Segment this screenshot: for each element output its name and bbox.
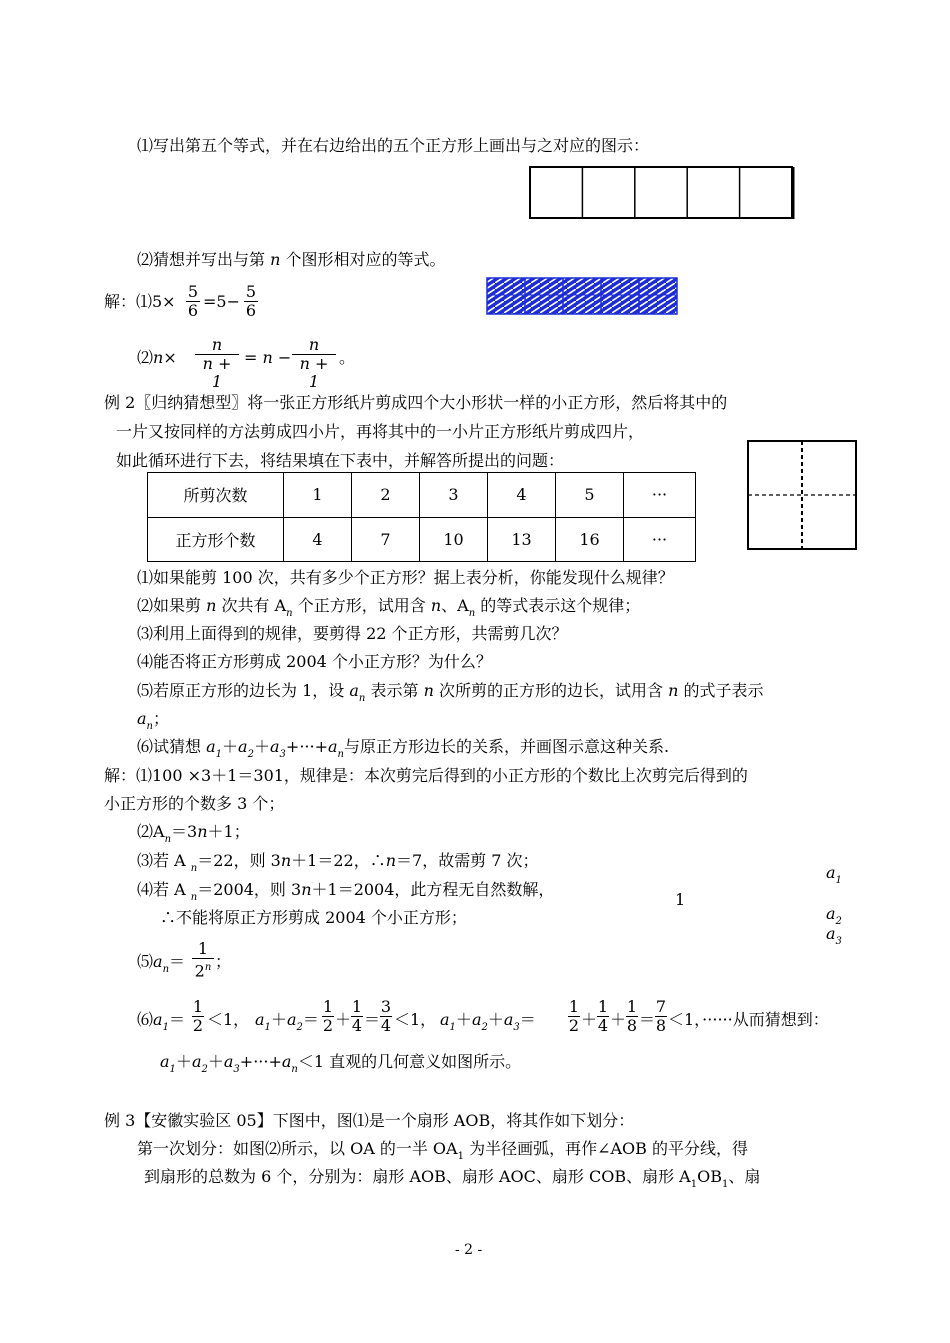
table-cell: ··· (624, 517, 696, 562)
example-2-solution-2: $⑵A_n=3n+1$； (137, 822, 250, 845)
fraction-h2: $\frac{1}{4}$ (351, 997, 363, 1035)
table-cell: 4 (488, 473, 556, 518)
figure-label-a1: $a_1$ (826, 863, 842, 886)
example-2-q5: ⑸若原正方形的边长为 1，设 $a_n$ 表示第 n 次所剪的正方形的边长，试用含 n 的式子表示 (137, 681, 764, 704)
table-cell: 5 (556, 473, 624, 518)
solution-2: ⑵n× (137, 348, 177, 367)
fraction-5-6-b: $\frac{5}{6}$ (245, 282, 257, 320)
example-2-q4: ⑷能否将正方形剪成 2004 个小正方形？为什么？ (137, 652, 492, 671)
example-2-solution-1b: 小正方形的个数多 3 个； (104, 794, 285, 813)
fraction-h5: $\frac{7}{8}$ (655, 997, 667, 1035)
example-2-q1: ⑴如果能剪 100 次，共有多少个正方形？据上表分析，你能发现什么规律？ (137, 568, 674, 587)
figure-label-a2: $a_2$ (826, 904, 842, 927)
plus-sign-2: ＋ (581, 1010, 598, 1029)
fraction-n-over-n-plus-1-b: $\frac{n}{n + 1}$ (292, 336, 336, 391)
fraction-h3: $\frac{3}{4}$ (380, 997, 392, 1035)
example-2-solution-6-part-2: $a_1+a_2=$ (255, 1010, 319, 1033)
example-2-solution-1: 解：⑴100 ×3＋1＝301，规律是：本次剪完后得到的小正方形的个数比上次剪完后得到的 (104, 766, 748, 785)
equals-sign: ＝ (364, 1010, 381, 1029)
table-row (148, 517, 696, 562)
example-2-q3: ⑶利用上面得到的规律，要剪得 22 个正方形，共需剪几次？ (137, 624, 568, 643)
example-2-line-3: 如此循环进行下去，将结果填在下表中，并解答所提出的问题： (116, 451, 565, 470)
example-2-solution-6-tail: ＜1，······从而猜想到： (668, 1010, 829, 1029)
table-cell: 13 (488, 517, 556, 562)
table-cell: 正方形个数 (148, 517, 284, 562)
example-2-q2: ⑵如果剪 n 次共有 $A_n$ 个正方形，试用含 n、$A_n$ 的等式表示这个规律； (137, 596, 641, 619)
fraction-h2b: $\frac{1}{4}$ (597, 997, 609, 1035)
plus-sign: ＋ (335, 1010, 352, 1029)
fraction-h1b: $\frac{1}{2}$ (322, 997, 334, 1035)
table-cell: 4 (284, 517, 352, 562)
table-cell: 3 (420, 473, 488, 518)
example-2-solution-7: $a_1+a_2+a_3+\cdot\cdot\cdot+a_n<1$ 直观的几何意义如图所示。 (160, 1052, 522, 1075)
example-2-solution-4b: ∴不能将原正方形剪成 2004 个小正方形； (160, 908, 467, 927)
page-number: - 2 - (455, 1242, 483, 1258)
table-cell: ··· (624, 473, 696, 518)
example-2-line-2: 一片又按同样的方法剪成四小片，再将其中的一小片正方形纸片剪成四片， (116, 422, 645, 441)
example-2-q5-cont: $a_n$； (137, 709, 170, 732)
five-squares-figure (529, 166, 795, 220)
example-2-solution-6-lt-2: ＜1， (394, 1010, 437, 1029)
plus-sign-3: ＋ (610, 1010, 627, 1029)
table-cell: 7 (352, 517, 420, 562)
table-cell: 1 (284, 473, 352, 518)
example-2-solution-4: ⑷若 A $_n$＝2004，则 3n＋1＝2004，此方程无自然数解， (137, 880, 555, 903)
table-cell: 2 (352, 473, 420, 518)
figure-label-a3: $a_3$ (826, 924, 842, 947)
example-2-solution-6-lt-1: ＜1， (207, 1010, 250, 1029)
example-2-line-1: 例 2〖归纳猜想型〗将一张正方形纸片剪成四个大小形状一样的小正方形，然后将其中的 (104, 393, 728, 412)
fraction-n-over-n-plus-1-a: $\frac{n}{n + 1}$ (195, 336, 239, 391)
fraction-h4: $\frac{1}{8}$ (626, 997, 638, 1035)
table-row (148, 473, 696, 518)
solution-1-prefix: 解：⑴5× (104, 292, 176, 311)
divided-square-figure (747, 440, 859, 552)
figure-label-one: 1 (675, 890, 686, 909)
example-2-solution-3: ⑶若 A $_n$＝22，则 3n＋1＝22，∴n＝7，故需剪 7 次； (137, 851, 539, 874)
example-2-solution-6-part-1: $⑹a_1=$ (137, 1010, 185, 1033)
equals-sign-2: ＝ (639, 1010, 656, 1029)
cut-count-table (147, 472, 696, 562)
example-3-line-3: 到扇形的总数为 6 个，分别为：扇形 AOB、扇形 AOC、扇形 COB、扇形 $A_1OB_1$、扇 (144, 1167, 761, 1190)
example-2-solution-5: $⑸a_n=$ (137, 952, 186, 975)
question-2: ⑵猜想并写出与第 n 个图形相对应的等式。 (137, 250, 446, 269)
solution-2-equals: = n − (244, 348, 292, 367)
solution-1-mid: =5− (203, 292, 240, 311)
table-cell: 16 (556, 517, 624, 562)
example-2-solution-5-end: ； (215, 952, 232, 971)
fraction-h1: $\frac{1}{2}$ (192, 997, 204, 1035)
fraction-h1c: $\frac{1}{2}$ (568, 997, 580, 1035)
hatched-squares-figure (486, 277, 680, 317)
question-1: ⑴写出第五个等式，并在右边给出的五个正方形上画出与之对应的图示： (137, 136, 650, 155)
table-cell: 10 (420, 517, 488, 562)
example-3-line-1: 例 3【安徽实验区 05】下图中，图⑴是一个扇形 AOB，将其作如下划分： (104, 1111, 635, 1130)
example-2-q6: ⑹试猜想 $a_1+a_2+a_3+\cdot\cdot\cdot+a_n$与原正方形边长的关系，并画图示意这种关系. (137, 737, 670, 760)
example-2-solution-6-part-3: $a_1+a_2+a_3=$ (440, 1010, 536, 1033)
example-3-line-2: 第一次划分：如图⑵所示，以 OA 的一半 $OA_1$ 为半径画弧，再作∠AOB 的平分线，得 (137, 1139, 749, 1162)
fraction-1-over-2n: $\frac{1}{2^n}$ (192, 940, 214, 980)
fraction-5-6-a: $\frac{5}{6}$ (187, 282, 199, 320)
solution-2-end: 。 (339, 348, 356, 367)
table-cell: 所剪次数 (148, 473, 284, 518)
